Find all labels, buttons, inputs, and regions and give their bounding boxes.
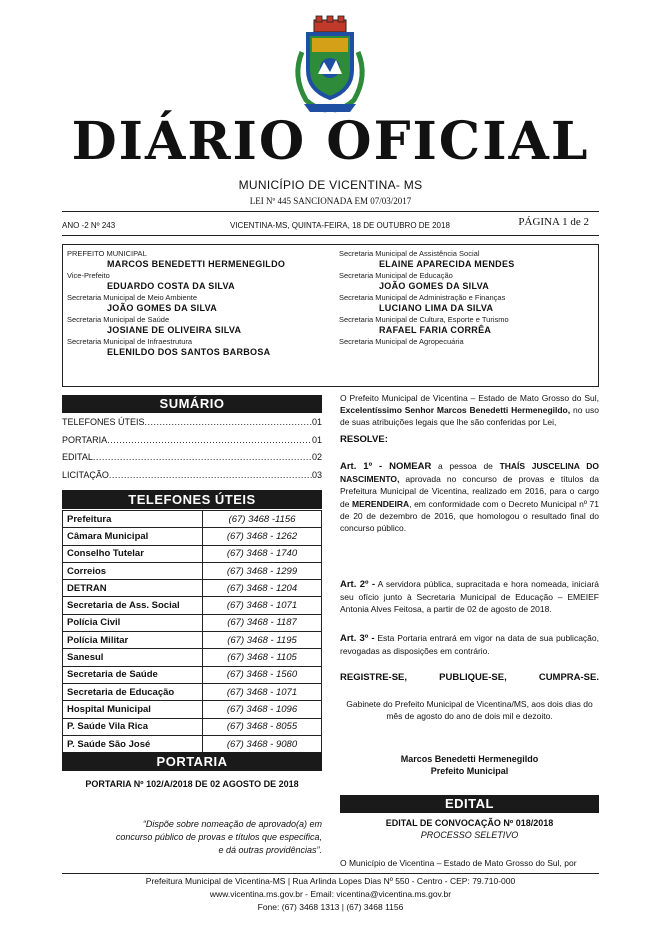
phone-entity: P. Saúde Vila Rica [63,718,203,735]
official-role: Secretaria Municipal de Assistência Social [339,249,480,258]
officials-left-column [67,249,333,359]
edition-number: ANO -2 Nº 243 [62,221,116,230]
phone-entity: P. Saúde São José [63,735,203,752]
phone-row [63,718,322,735]
phone-entity: DETRAN [63,580,203,597]
leader-dots [109,467,312,485]
newspaper-title: DIÁRIO OFICIAL [71,111,590,172]
official-name: EDUARDO COSTA DA SILVA [107,281,235,291]
text-span: Esta Portaria entrará em vigor na data de sua publicação, revogadas as disposições em contrário. [340,633,599,657]
official-name: MARCOS BENEDETTI HERMENEGILDO [107,259,286,269]
phone-number[interactable]: (67) 3468 - 1262 [203,528,322,545]
footer-address: Prefeitura Municipal de Vicentina-MS | Rua Arlinda Lopes Dias Nº 550 - Centro - CEP: 79.710-000 [145,876,516,886]
text-span: no uso de suas atribuições legais que lhe são conferidas por Lei, [340,405,599,428]
leader-dots [145,414,312,432]
edital-text: O Município de Vicentina – Estado de Mato Grosso do Sul, por [340,858,577,868]
sumario-item[interactable] [62,414,322,432]
official-name: JOÃO GOMES DA SILVA [107,303,218,313]
phone-row [63,649,322,666]
sumario-item-page: 01 [311,434,322,445]
phone-row [63,597,322,614]
phone-entity: Secretaria de Educação [63,683,203,700]
article-1 [340,460,599,534]
leader-dots [93,449,312,467]
signature-role: Prefeito Municipal [430,766,509,776]
edital-heading: EDITAL DE CONVOCAÇÃO Nº 018/2018 [385,818,554,828]
telefones-header: TELEFONES ÚTEIS [62,490,322,509]
phone-number[interactable]: (67) 3468 - 1105 [203,649,322,666]
text-span: , em conformidade com o Decreto Municipal nº 71 de 20 de dezembro de 2016, que homologou o resultado final do concurso público. [340,498,599,534]
official-role: Secretaria Municipal de Cultura, Esporte e Turismo [339,315,509,324]
edital-subheading: PROCESSO SELETIVO [420,830,519,840]
official-role: Vice-Prefeito [67,271,110,280]
municipal-crest-icon [288,12,372,120]
official-name: LUCIANO LIMA DA SILVA [379,303,494,313]
leader-dots [107,432,312,450]
law-reference: LEI Nº 445 SANCIONADA EM 07/03/2017 [249,196,412,206]
signature-block [340,753,599,777]
phone-row [63,528,322,545]
sumario-item[interactable] [62,449,322,467]
portaria-summary: “Dispõe sobre nomeação de aprovado(a) em concurso público de provas e títulos que especifica, e dá outras providências”. [115,819,322,855]
official-name: JOSIANE DE OLIVEIRA SILVA [107,325,242,335]
phone-number[interactable]: (67) 3468 - 1560 [203,666,322,683]
sumario-item[interactable] [62,432,322,450]
official-name: RAFAEL FARIA CORRÊA [379,325,492,335]
closing-word: PUBLIQUE-SE, [439,672,507,683]
phone-number[interactable]: (67) 3468 -1156 [203,511,322,528]
official-role: Secretaria Municipal de Agropecuária [339,337,464,346]
sumario-list [62,414,322,484]
closing-word: CUMPRA-SE. [538,672,599,683]
phone-entity: Câmara Municipal [63,528,203,545]
sumario-item-page: 02 [311,452,322,462]
phone-row [63,511,322,528]
footer-web[interactable]: www.vicentina.ms.gov.br - Email: vicentina@vicentina.ms.gov.br [209,889,452,899]
official-role: Secretaria Municipal de Administração e Finanças [339,293,506,302]
sumario-item-label: LICITAÇÃO [62,469,109,480]
phone-number[interactable]: (67) 3468 - 1187 [203,614,322,631]
divider [62,211,599,212]
phone-row [63,580,322,597]
phone-number[interactable]: (67) 3468 - 1195 [203,632,322,649]
sumario-item-label: TELEFONES ÚTEIS [62,417,145,427]
phone-entity: Polícia Militar [63,632,203,649]
article-label: Art. 3º - [340,633,375,644]
article-label: Art. 2º - [340,579,375,590]
official-name: ELAINE APARECIDA MENDES [379,259,515,269]
phone-number[interactable]: (67) 3468 - 1204 [203,580,322,597]
phone-entity: Conselho Tutelar [63,545,203,562]
appointee-name: THAÍS JUSCELINA DO NASCIMENTO, [340,461,599,485]
phone-number[interactable]: (67) 3468 - 1740 [203,545,322,562]
footer-phone: Fone: (67) 3468 1313 | (67) 3468 1156 [257,902,404,912]
phone-number[interactable]: (67) 3468 - 9080 [203,735,322,752]
official-role: Secretaria Municipal de Infraestrutura [67,337,193,346]
phone-number[interactable]: (67) 3468 - 1299 [203,562,322,579]
article-label: Art. 1º - NOMEAR [340,461,432,472]
sumario-item-label: EDITAL [62,452,93,462]
sumario-header: SUMÁRIO [62,395,322,413]
divider [62,235,599,236]
portaria-intro [340,392,599,429]
edital-header: EDITAL [340,795,599,813]
officials-right-column [339,249,595,346]
phone-row [63,614,322,631]
portaria-heading: PORTARIA Nº 102/A/2018 DE 02 AGOSTO DE 2018 [85,779,299,789]
phone-number[interactable]: (67) 3468 - 1071 [203,597,322,614]
phone-entity: Correios [63,562,203,579]
phone-row [63,632,322,649]
official-name: ELENILDO DOS SANTOS BARBOSA [107,347,271,357]
text-span: aprovada no concurso de provas e títulos da Prefeitura Municipal de Vicentina, realizado em 2016, para o cargo de [340,474,599,509]
sumario-item-page: 03 [311,469,322,480]
text-span: O Prefeito Municipal de Vicentina – Estado de Mato Grosso do Sul, [340,393,599,403]
phone-row [63,562,322,579]
page-indicator: PÁGINA 1 de 2 [518,216,589,228]
sumario-item[interactable] [62,467,322,485]
phone-entity: Sanesul [63,649,203,666]
portaria-header: PORTARIA [62,752,322,771]
officials-box [62,244,599,387]
phone-row [63,666,322,683]
closing-word: REGISTRE-SE, [340,672,408,683]
job-title: MERENDEIRA [352,498,410,509]
text-span: A servidora pública, supracitada e hora nomeada, iniciará seu ofício junto à Secretaria Municipal de Educação – EMEIEF Antonia Alves Feitosa, a partir de 02 de agosto de 2018. [340,579,599,615]
mayor-name: Excelentíssimo Senhor Marcos Benedetti Hermenegildo, [340,405,571,416]
footer [0,875,661,914]
sumario-item-page: 01 [311,417,322,427]
phone-row [63,701,322,718]
phone-entity: Polícia Civil [63,614,203,631]
phone-row [63,545,322,562]
edition-bar [62,213,599,235]
phone-entity: Secretaria de Ass. Social [63,597,203,614]
telefones-table [62,510,322,753]
resolve-heading: RESOLVE: [340,434,388,445]
official-role: Secretaria Municipal de Meio Ambiente [67,293,198,302]
sumario-item-label: PORTARIA [62,434,108,445]
gabinete-line: Gabinete do Prefeito Municipal de Vicentina/MS, aos dois dias do mês de agosto do ano de dois mil e dezoito. [346,699,593,722]
edition-date: VICENTINA-MS, QUINTA-FEIRA, 18 DE OUTUBRO DE 2018 [230,221,450,230]
article-2 [340,578,599,616]
official-role: PREFEITO MUNICIPAL [67,249,147,258]
phone-entity: Prefeitura [63,511,203,528]
phone-entity: Hospital Municipal [63,701,203,718]
municipality-name: MUNICÍPIO DE VICENTINA- MS [238,178,423,192]
text-span: a pessoa de [431,461,500,471]
article-3 [340,632,599,657]
official-role: Secretaria Municipal de Saúde [67,315,170,324]
phone-entity: Secretaria de Saúde [63,666,203,683]
official-role: Secretaria Municipal de Educação [339,271,453,280]
signature-name: Marcos Benedetti Hermenegildo [400,754,539,764]
phone-row [63,683,322,700]
footer-divider [62,873,599,874]
phone-number[interactable]: (67) 3468 - 1096 [203,701,322,718]
official-name: JOÃO GOMES DA SILVA [379,281,490,291]
closing-formula [340,672,599,684]
phone-number[interactable]: (67) 3468 - 1071 [203,683,322,700]
phone-number[interactable]: (67) 3468 - 8055 [203,718,322,735]
phone-row [63,735,322,752]
